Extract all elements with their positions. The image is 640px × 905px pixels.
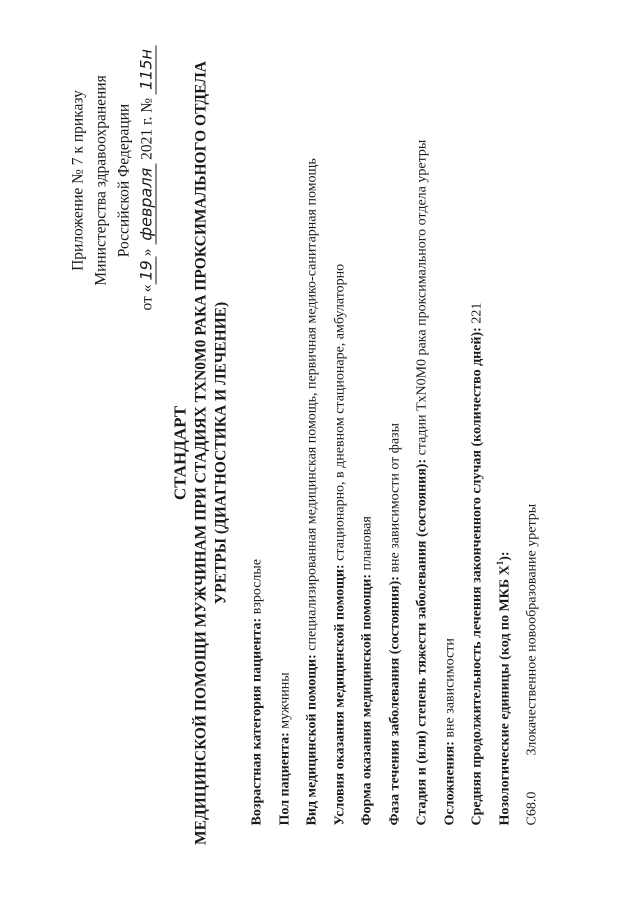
handwritten-month: февраля xyxy=(137,163,156,244)
field-value: вне зависимости xyxy=(441,637,457,741)
field-label: Форма оказания медицинской помощи: xyxy=(359,573,374,825)
standard-fields xyxy=(243,25,546,825)
field-care-conditions xyxy=(326,25,354,825)
nosology-label-text: Нозологические единицы (код по МКБ X xyxy=(496,564,512,825)
date-mid: » xyxy=(138,244,155,256)
field-care-type xyxy=(298,25,326,825)
heading-line-2: УРЕТРЫ (ДИАГНОСТИКА И ЛЕЧЕНИЕ) xyxy=(212,301,229,604)
appendix-line-1: Приложение № 7 к приказу xyxy=(69,89,86,271)
field-patient-sex xyxy=(271,25,299,825)
field-value: специализированная медицинская помощь, первичная медико-санитарная помощь xyxy=(304,157,319,654)
field-treatment-duration xyxy=(463,25,491,825)
field-value: 221 xyxy=(469,302,484,327)
nosology-label-end: ): xyxy=(496,550,512,561)
field-nosology xyxy=(491,25,519,825)
field-value: вне зависимости от фазы xyxy=(386,422,402,576)
field-label: Средняя продолжительность лечения законченного случая (количество дней): xyxy=(469,326,484,825)
date-prefix: от « xyxy=(138,284,155,310)
field-value: стационарно, в дневном стационаре, амбулаторно xyxy=(331,263,347,564)
appendix-line-2: Министерства здравоохранения xyxy=(92,74,109,286)
footnote-marker: 1 xyxy=(493,560,504,565)
field-value: плановая xyxy=(359,515,374,574)
field-disease-stage xyxy=(408,25,436,825)
icd-name: Злокачественное новообразование уретры xyxy=(524,503,539,755)
field-label: Осложнения: xyxy=(441,740,457,825)
icd-code: C68.0 xyxy=(524,791,539,825)
field-care-form xyxy=(353,25,381,825)
appendix-date-line xyxy=(135,50,158,310)
field-label: Фаза течения заболевания (состояния): xyxy=(386,575,402,825)
field-complications xyxy=(436,25,464,825)
field-age-category xyxy=(243,25,271,825)
appendix-line-3: Российской Федерации xyxy=(115,103,132,257)
date-year: 2021 г. № xyxy=(138,93,155,164)
field-disease-phase xyxy=(381,25,409,825)
field-label: Вид медицинской помощи: xyxy=(304,653,319,825)
nosology-label xyxy=(493,550,512,825)
field-label: Пол пациента: xyxy=(276,731,292,825)
field-label: Стадия и (или) степень тяжести заболевания (состояния): xyxy=(414,458,429,825)
handwritten-day: 19 xyxy=(137,256,156,284)
field-label: Возрастная категория пациента: xyxy=(249,617,264,825)
nosology-code-row xyxy=(518,25,546,825)
field-value: взрослые xyxy=(249,558,264,618)
field-label: Условия оказания медицинской помощи: xyxy=(331,563,347,825)
heading-standard: СТАНДАРТ xyxy=(170,405,189,500)
field-value: мужчины xyxy=(276,671,292,732)
field-value: стадии TxN0M0 рака проксимального отдела уретры xyxy=(414,139,429,459)
document-heading xyxy=(168,20,231,885)
handwritten-order-number: 115н xyxy=(137,45,156,94)
appendix-block xyxy=(66,50,158,310)
heading-line-1: МЕДИЦИНСКОЙ ПОМОЩИ МУЖЧИНАМ ПРИ СТАДИЯХ TXN0M0 РАКА ПРОКСИМАЛЬНОГО ОТДЕЛА xyxy=(192,60,209,845)
